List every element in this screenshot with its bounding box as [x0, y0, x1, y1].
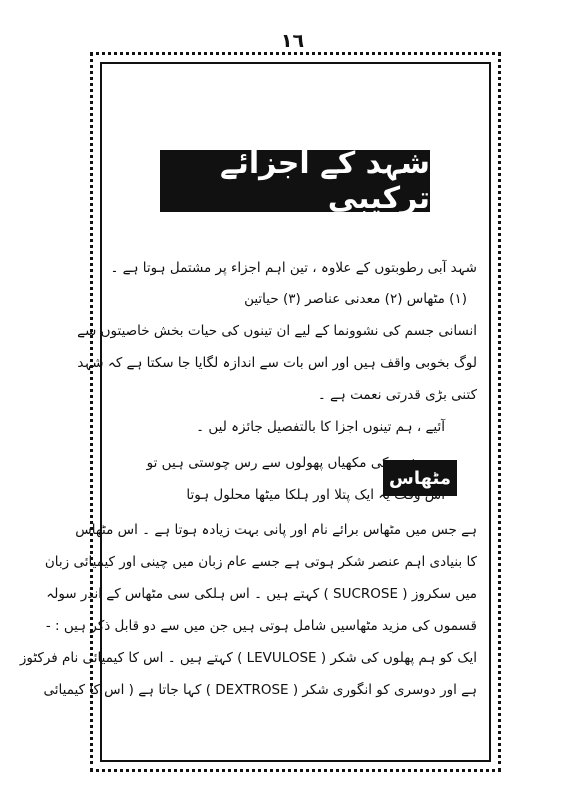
- section-heading-mithas: مٹھاس: [383, 460, 457, 496]
- paragraph-line-5: کتنی بڑی قدرتی نعمت ہے ۔: [317, 387, 477, 403]
- intro-line-1: شہد آبی رطوبتوں کے علاوہ ، تین اہم اجزاء پر مشتمل ہوتا ہے ۔: [110, 260, 477, 276]
- section-line-1: ہے جس میں مٹھاس برائے نام اور پانی بہت زیادہ ہوتا ہے ۔ اس مٹھاس: [75, 522, 477, 538]
- section-side-line-1: جب شہد کی مکھیاں پھولوں سے رس چوستی ہیں تو: [146, 455, 445, 471]
- section-line-2: کا بنیادی اہم عنصر شکر ہوتی ہے جسے عام زبان میں چینی اور کیمیائی زبان: [44, 554, 477, 570]
- chapter-title: شہد کے اجزائے ترکیبی: [160, 150, 430, 212]
- section-line-3: میں سکروز ( SUCROSE ) کہتے ہیں ۔ اس ہلکی سی مٹھاس کے اندر سولہ: [46, 586, 477, 602]
- components-list: (۱) مٹھاس (۲) معدنی عناصر (۳) حیاتین: [244, 291, 467, 307]
- section-side-line-2: اس وقت یہ ایک پتلا اور ہلکا میٹھا محلول ہوتا: [186, 487, 445, 503]
- paragraph-line-6: آئیے ، ہم تینوں اجزا کا بالتفصیل جائزہ لیں ۔: [196, 419, 445, 435]
- paragraph-line-4: لوگ بخوبی واقف ہیں اور اس بات سے اندازہ لگایا جا سکتا ہے کہ شہد: [77, 355, 477, 371]
- section-line-5: ایک کو ہم پھلوں کی شکر ( LEVULOSE ) کہتے ہیں ۔ اس کا کیمیائی نام فرکٹوز: [19, 650, 477, 666]
- section-line-6: ہے اور دوسری کو انگوری شکر ( DEXTROSE ) کہا جاتا ہے ( اس کا کیمیائی: [43, 682, 477, 698]
- paragraph-line-3: انسانی جسم کی نشوونما کے لیے ان تینوں کی حیات بخش خاصیتوں سے: [77, 323, 477, 339]
- page-number: ١٦: [280, 30, 305, 52]
- section-line-4: قسموں کی مزید مٹھاسیں شامل ہوتی ہیں جن میں سے دو قابل ذکر ہیں : -: [45, 618, 477, 634]
